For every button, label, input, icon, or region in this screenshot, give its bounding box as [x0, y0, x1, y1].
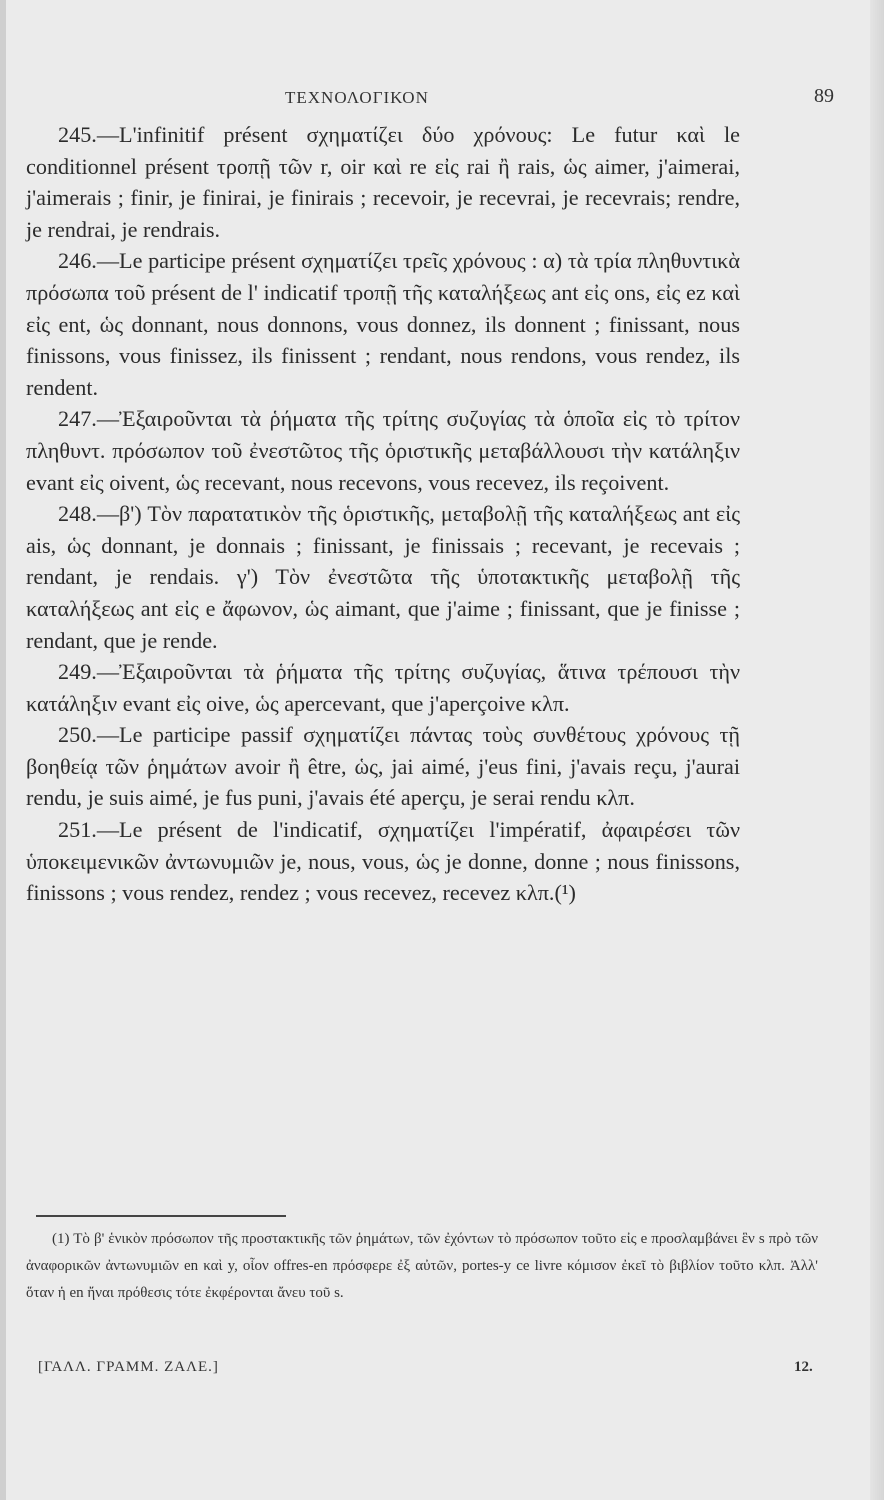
footnote-separator	[36, 1215, 286, 1217]
footnote: (1) Τὸ β' ἑνικὸν πρόσωπον τῆς προστακτικῆς τῶν ῥημάτων, τῶν ἐχόντων τὸ πρόσωπον τοῦτο εἰς e προσλαμβάνει ἓν s πρὸ τῶν ἀναφορικῶν ἀντωνυμιῶν en καὶ y, οἷον offres-en πρόσφερε ἐξ αὐτῶν, portes-y ce livre κόμισον ἐκεῖ τὸ βιβλίον τοῦτο κλπ. Ἀλλ' ὅταν ἡ en ἤναι πρόθεσις τότε ἐκφέρονται ἄνευ τοῦ s.	[26, 1231, 818, 1301]
main-text	[26, 119, 740, 909]
running-title: ΤΕΧΝΟΛΟΓΙΚΟΝ	[285, 88, 429, 107]
page-header	[0, 85, 884, 112]
paragraph-249: 249.—Ἐξαιροῦνται τὰ ῥήματα τῆς τρίτης συζυγίας, ἅτινα τρέπουσι τὴν κατάληξιν evant εἰς oive, ὡς apercevant, que j'aperçoive κλπ.	[26, 659, 740, 716]
page-left-edge	[0, 0, 6, 1500]
page-number: 89	[814, 85, 834, 107]
paragraph-246: 246.—Le participe présent σχηματίζει τρεῖς χρόνους : α) τὰ τρία πληθυντικὰ πρόσωπα τοῦ présent de l' indicatif τροπῇ τῆς καταλήξεως ant εἰς ons, εἰς ez καὶ εἰς ent, ὡς donnant, nous donnons, vous donnez, ils donnent ; finissant, nous finissons, vous finissez, ils finissent ; rendant, nous rendons, vous rendez, ils rendent.	[26, 248, 740, 400]
paragraph-245: 245.—L'infinitif présent σχηματίζει δύο χρόνους: Le futur καὶ le conditionnel présent τροπῇ τῶν r, oir καὶ re εἰς rai ἢ rais, ὡς aimer, j'aimerai, j'aimerais ; finir, je finirai, je finirais ; recevoir, je recevrai, je recevrais; rendre, je rendrai, je rendrais.	[26, 122, 740, 242]
paragraph-250: 250.—Le participe passif σχηματίζει πάντας τοὺς συνθέτους χρόνους τῇ βοηθείᾳ τῶν ῥημάτων avoir ἢ être, ὡς, jai aimé, j'eus fini, j'avais reçu, j'aurai rendu, je suis aimé, je fus puni, j'avais été aperçu, je serai rendu κλπ.	[26, 722, 740, 811]
paragraph-247: 247.—Ἐξαιροῦνται τὰ ῥήματα τῆς τρίτης συζυγίας τὰ ὁποῖα εἰς τὸ τρίτον πληθυντ. πρόσωπον τοῦ ἐνεστῶτος τῆς ὁριστικῆς μεταβάλλουσι τὴν κατάληξιν evant εἰς oivent, ὡς recevant, nous recevons, vous recevez, ils reçoivent.	[26, 406, 740, 495]
paragraph-251: 251.—Le présent de l'indicatif, σχηματίζει l'impératif, ἀφαιρέσει τῶν ὑποκειμενικῶν ἀντωνυμιῶν je, nous, vous, ὡς je donne, donne ; nous finissons, finissons ; vous rendez, rendez ; vous recevez, recevez κλπ.(¹)	[26, 817, 740, 906]
paragraph-248: 248.—β') Τὸν παρατατικὸν τῆς ὁριστικῆς, μεταβολῇ τῆς καταλήξεως ant εἰς ais, ὡς donnant, je donnais ; finissant, je finissais ; recevant, je recevais ; rendant, je rendais. γ') Τὸν ἐνεστῶτα τῆς ὑποτακτικῆς μεταβολῇ τῆς καταλήξεως ant εἰς e ἄφωνον, ὡς aimant, que j'aime ; finissant, que je finisse ; rendant, que je rende.	[26, 501, 740, 653]
page-right-edge	[870, 0, 884, 1500]
sheet-number: 12.	[794, 1359, 813, 1375]
signature-mark: [ΓΑΛΛ. ΓΡΑΜΜ. ΖΑΛΕ.]	[38, 1359, 219, 1375]
